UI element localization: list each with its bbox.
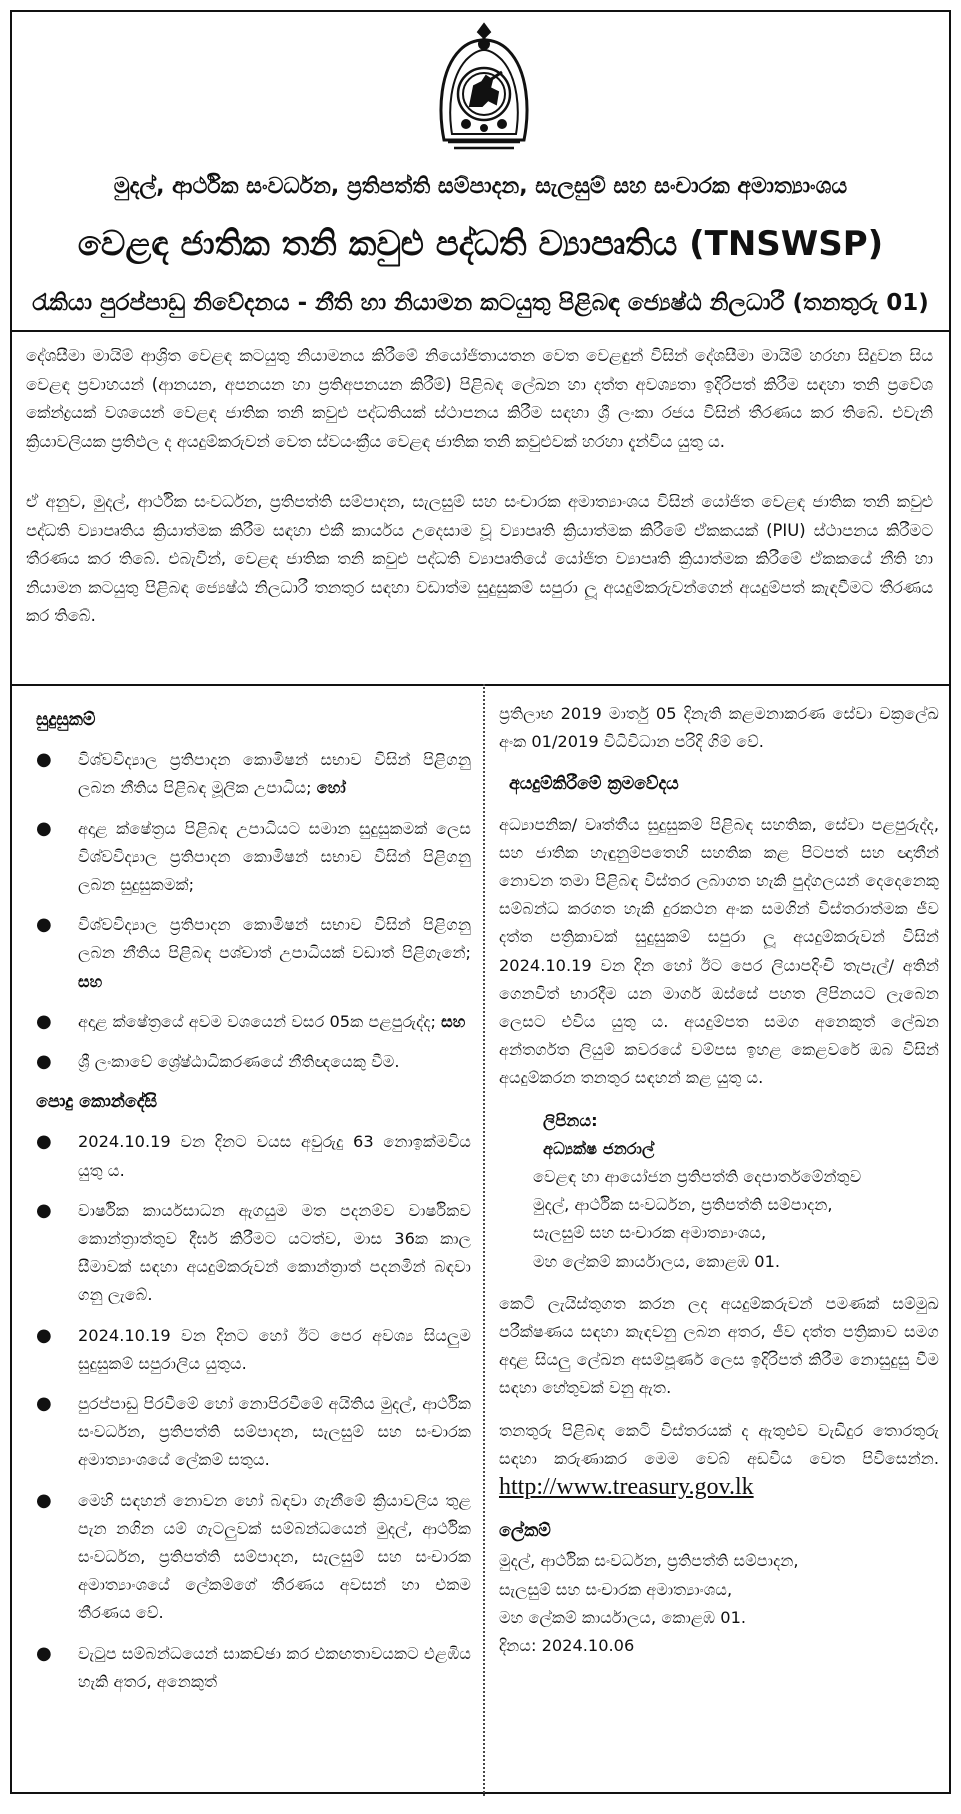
address-recipient: අධ්‍යක්ෂ ජනරාල් [543, 1138, 655, 1158]
advertisement-page [10, 10, 951, 1794]
list-item: ● මෙහි සඳහන් නොවන හෝ බඳවා ගැනීමේ ක්‍රියාවලිය තුළ පැන නගින යම් ගැටලුවක් සම්බන්ධයෙන් මුදල්, ආර්ථික සංවර්ධන, ප්‍රතිපත්ති සම්පාදන, සැලසුම් සහ සංචාරක අමාත්‍යාංශයේ ලේකම්ගේ තීරණය අවසන් හා එකම තීරණය වේ. [26, 1487, 471, 1628]
website-link[interactable]: http://www.treasury.gov.lk [499, 1474, 754, 1501]
address-label: ලිපිනය: [543, 1110, 598, 1130]
list-item: ● ශ්‍රී ලංකාවේ ශ්‍රේෂ්ඨාධිකරණයේ නීතිඥයෙකු වීම. [26, 1048, 471, 1076]
address-line: මහ ලේකම් කාර්යාලය, කොළඹ 01. [533, 1251, 781, 1271]
project-heading: වෙළඳ ජාතික තනි කවුළු පද්ධති ව්‍යාපෘතිය (TNSWSP) [77, 224, 884, 264]
signatory-line: මුදල්, ආර්ථික සංවර්ධන, ප්‍රතිපත්ති සම්පාදන, [499, 1551, 799, 1571]
list-item: ● අදාළ ක්ෂේත්‍රයේ අවම වශයෙන් වසර 05ක පළපුරුද්ද; සහ [26, 1008, 471, 1036]
intro-paragraph-1: දේශසීමා මායිම් ආශ්‍රිත වෙළඳ කටයුතු නියාමනය කිරීමේ නියෝජිතායතන වෙත වෙළඳුන් විසින් දේශසීමා මායිම් හරහා සිදුවන සිය වෙළඳ ප්‍රවාහයන් (ආනයන, අපනයන හා ප්‍රතිඅපනයන කිරීම්) පිළිබඳ ලේඛන හා දත්ත අවශ්‍යතා ඉදිරිපත් කිරීම සඳහා තනි ප්‍රවේශ කේන්ද්‍රයක් වශයෙන් වෙළඳ ජාතික තනි කවුළු පද්ධතියක් ස්ථාපනය කිරීම සඳහා ශ්‍රී ලංකා රජය විසින් තීරණය කර තිබේ. එවැනි ක්‍රියාවලියක ප්‍රතිඵල ද අයදුම්කරුවන් වෙත ස්වයංක්‍රීය වෙළඳ ජාතික තනි කවුළුවක් හරහා දැන්විය යුතු ය. [26, 346, 933, 451]
list-item: ● විශ්වවිද්‍යාල ප්‍රතිපාදන කොමිෂන් සභාව විසින් පිළිගනු ලබන නීතිය පිළිබඳ මූලික උපාධිය; හෝ [26, 746, 471, 802]
sri-lanka-emblem-icon [430, 20, 538, 155]
divider [12, 684, 949, 686]
ministry-heading: මුදල්, ආර්ථික සංවර්ධන, ප්‍රතිපත්ති සම්පාදන, සැලසුම් සහ සංචාරක අමාත්‍යාංශය [113, 174, 848, 199]
qualifications-title: සුදුසුකම් [36, 710, 96, 730]
list-item: ● 2024.10.19 වන දිනට හෝ ඊට පෙර අවශ්‍ය සියලුම සුදුසුකම් සපුරාලිය යුතුය. [26, 1322, 471, 1378]
vacancy-heading: රැකියා පුරප්පාඩු නිවේදනය - නීති හා නියාමන කටයුතු පිළිබඳ ජ්‍යෙෂ්ඨ නිලධාරී (තනතුරු 01) [32, 290, 929, 316]
notice-date: දිනය: 2024.10.06 [499, 1636, 635, 1656]
left-column [26, 700, 471, 1708]
list-item: ● අදාළ ක්ෂේත්‍රය පිළිබඳ උපාධියට සමාන සුදුසුකමක් ලෙස විශ්වවිද්‍යාල ප්‍රතිපාදන කොමිෂන් සභාව විසින් පිළිගනු ලබන සුදුසුකමක්; [26, 815, 471, 900]
column-divider [483, 684, 485, 1796]
address-line: සැලසුම් සහ සංචාරක අමාත්‍යාංශය, [533, 1223, 767, 1243]
method-text: අධ්‍යාපනික/ වෘත්තීය සුදුසුකම් පිළිබඳ සහතික, සේවා පළපුරුද්ද, සහ ජාතික හැඳුනුම්පතෙහි සහතික කළ පිටපත් සහ ඥාතීන් නොවන තමා පිළිබඳ විස්තර ලබාගත හැකි පුද්ගලයන් දෙදෙනෙකු සම්බන්ධ කරගත හැකි දුරකථන අංක සමගින් විස්තරාත්මක ජීව දත්ත පත්‍රිකාවක් සුදුසුකම් සපුරා ලූ අයදුම්කරුවන් විසින් 2024.10.19 වන දින හෝ ඊට පෙර ලියාපදිංචි තැපැල්/ අතින් ගෙනවිත් භාරදීම යන මාර්ග ඔස්සේ පහත ලිපිනයට ලැබෙන ලෙසට එවිය යුතු ය. අයදුම්පත සමග අනෙකුත් ලේඛන අන්තර්ගත ලියුම් කවරයේ වම්පස ඉහළ කෙළවරේ ඔබ විසින් අයදුම්කරන තනතුර සඳහන් කළ යුතු ය. [499, 814, 939, 1088]
benefits-continuation: ප්‍රතිලාභ 2019 මාර්තු 05 දිනැති කළමනාකරණ සේවා චක්‍රලේඛ අංක 01/2019 විධිවිධාන පරිදි ගිම් වේ. [499, 704, 939, 752]
shortlist-note: කෙටි ලැයිස්තුගත කරන ලද අයදුම්කරුවන් පමණක් සම්මුඛ පරීක්ෂණය සඳහා කැඳවනු ලබන අතර, ජීව දත්ත පත්‍රිකාව සමග අදාළ සියලු ලේඛන අසම්පූර්ණ ලෙස ඉදිරිපත් කිරීම නොසුදුසු වීම සඳහා හේතුවක් වනු ඇත. [499, 1293, 939, 1398]
conditions-title: පොදු කොන්දේසි [36, 1092, 157, 1113]
list-item: ● වැටුප සම්බන්ධයෙන් සාකච්ඡා කර එකඟතාවයකට එළඹිය හැකි අතර, අනෙකුත් [26, 1640, 471, 1696]
conditions-list [26, 1128, 471, 1696]
signatory-title: ලේකම් [499, 1521, 551, 1542]
signatory-line: මහ ලේකම් කාර්යාලය, කොළඹ 01. [499, 1607, 747, 1627]
method-title: අයදුම්කිරීමේ ක්‍රමවේදය [509, 774, 679, 795]
list-item: ● වාර්ෂික කාර්යසාධන ඇගයුම මත පදනම්ව වාර්ෂිකව කොන්ත්‍රාත්තුව දීර්ඝ කිරීමට යටත්ව, මාස 36ක කාල සීමාවක් සඳහා අයදුම්කරුවන් කොන්ත්‍රාත් පදනමින් බඳවා ගනු ලැබේ. [26, 1197, 471, 1310]
list-item: ● විශ්වවිද්‍යාල ප්‍රතිපාදන කොමිෂන් සභාව විසින් පිළිගනු ලබන නීතිය පිළිබඳ පශ්චාත් උපාධියක් වඩාත් පිළිගැනේ; සහ [26, 911, 471, 996]
signatory-line: සැලසුම් සහ සංචාරක අමාත්‍යාංශය, [499, 1579, 733, 1599]
list-item: ● 2024.10.19 වන දිනට වයස අවුරුදු 63 නොඉක්මවිය යුතු ය. [26, 1128, 471, 1184]
right-column [499, 700, 939, 1660]
address-line: වෙළඳ හා ආයෝජන ප්‍රතිපත්ති දෙපාර්තමේන්තුව [533, 1167, 862, 1187]
intro-paragraph-2: ඒ අනුව, මුදල්, ආර්ථික සංවර්ධන, ප්‍රතිපත්ති සම්පාදන, සැලසුම් සහ සංචාරක අමාත්‍යාංශය විසින් යෝජිත වෙළඳ ජාතික තනි කවුළු පද්ධති ව්‍යාපෘතිය ක්‍රියාත්මක කිරීම සඳහා එකී කාර්යය උදෙසාම වූ ව්‍යාපෘති ක්‍රියාත්මක කිරීමේ ඒකකයක් (PIU) ස්ථාපනය කිරීමට තීරණය කර තිබේ. එබැවින්, වෙළඳ ජාතික තනි කවුළු පද්ධති ව්‍යාපෘතියේ යෝජිත ව්‍යාපෘති ක්‍රියාත්මක කිරීමේ ඒකකයේ නීති හා නියාමන කටයුතු පිළිබඳ ජ්‍යෙෂ්ඨ නිලධාරී තනතුර සඳහා වඩාත්ම සුදුසුකම් සපුරා ලූ අයදුම්කරුවන්ගෙන් අයදුම්පත් කැඳවීමට තීරණය කර තිබේ. [26, 492, 933, 626]
more-info-note: තනතුරු පිළිබඳ කෙටි විස්තරයක් ද ඇතුළුව වැඩිදුර තොරතුරු සඳහා කරුණාකර මෙම වෙබ් අඩවිය වෙත පිවිසෙන්න. http://www.treasury.gov.lk [499, 1420, 939, 1501]
qualifications-list [26, 746, 471, 1076]
divider [12, 330, 949, 332]
address-line: මුදල්, ආර්ථික සංවර්ධන, ප්‍රතිපත්ති සම්පාදන, [533, 1195, 833, 1215]
list-item: ● පුරප්පාඩු පිරවීමේ හෝ නොපිරවීමේ අයිතිය මුදල්, ආර්ථික සංවර්ධන, ප්‍රතිපත්ති සම්පාදන, සැලසුම් සහ සංචාරක අමාත්‍යාංශයේ ලේකම් සතුය. [26, 1390, 471, 1475]
